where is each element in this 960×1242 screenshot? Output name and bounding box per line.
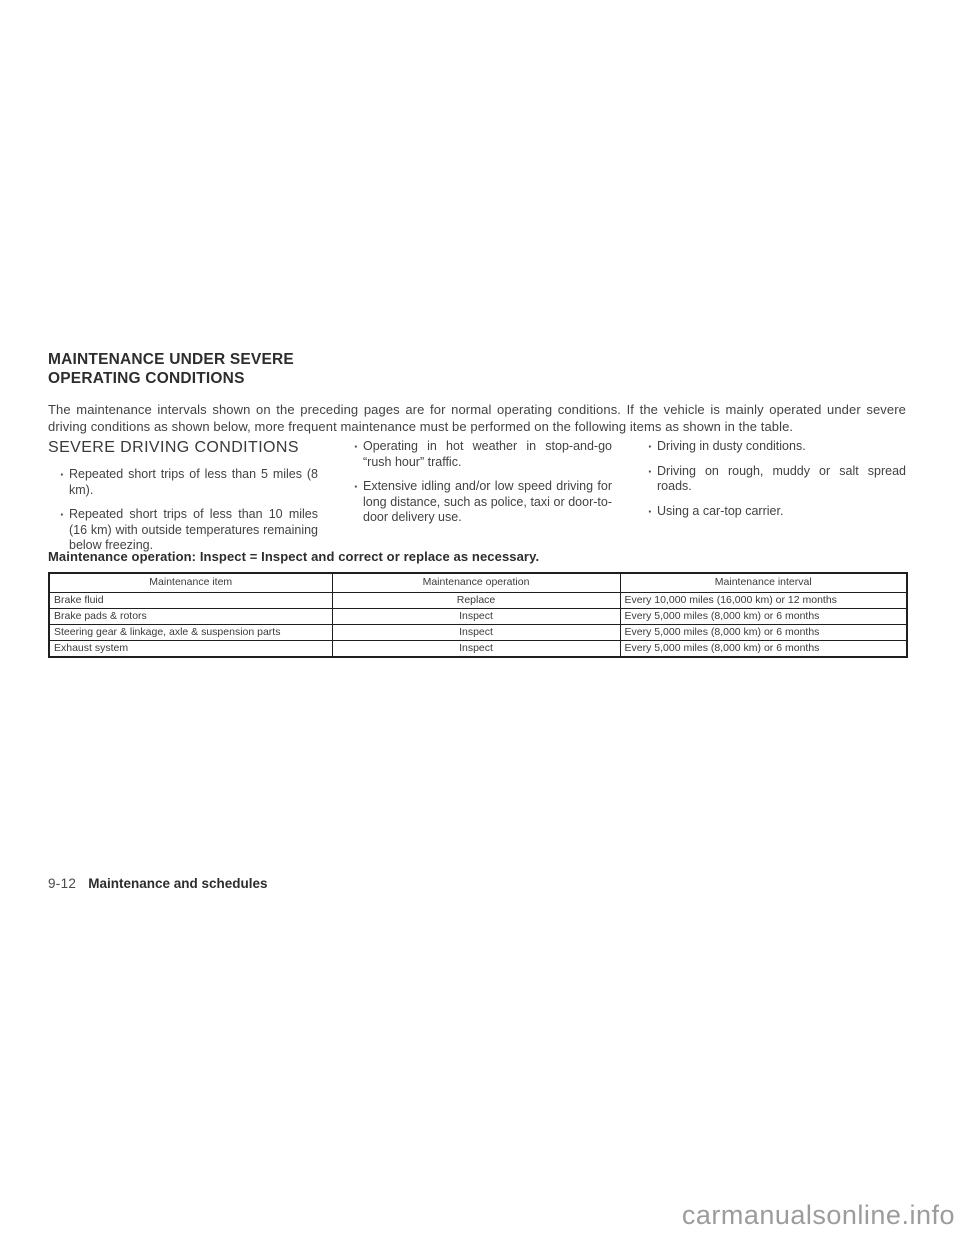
list-item <box>636 464 906 495</box>
bullet-marker: · <box>648 439 653 454</box>
bullet-text: Repeated short trips of less than 10 miles (16 km) with outside temperatures remaining below freezing. <box>69 507 318 552</box>
list-item <box>48 507 318 554</box>
cell-item: Brake fluid <box>49 592 332 608</box>
bullet-marker: · <box>354 439 359 454</box>
list-item <box>342 439 612 470</box>
page-heading-line1: MAINTENANCE UNDER SEVERE <box>48 351 294 368</box>
severe-column-2 <box>342 439 612 563</box>
bullet-text: Driving in dusty conditions. <box>657 439 806 453</box>
list-item <box>48 467 318 498</box>
bullet-marker: · <box>648 463 653 479</box>
cell-item: Steering gear & linkage, axle & suspension parts <box>49 624 332 640</box>
list-item <box>636 439 906 455</box>
cell-interval: Every 5,000 miles (8,000 km) or 6 months <box>620 640 907 657</box>
header-maintenance-interval: Maintenance interval <box>620 573 907 592</box>
bullet-marker: · <box>60 467 65 482</box>
header-maintenance-operation: Maintenance operation <box>332 573 620 592</box>
section-title: SEVERE DRIVING CONDITIONS <box>48 439 299 456</box>
table-row <box>49 640 907 657</box>
list-item <box>636 504 906 520</box>
intro-paragraph: The maintenance intervals shown on the preceding pages are for normal operating conditions. If the vehicle is mainly operated under severe driving conditions as shown below, more frequent maintenance must be performed on the following items as shown in the table. <box>48 402 906 434</box>
cell-item: Brake pads & rotors <box>49 608 332 624</box>
header-maintenance-item: Maintenance item <box>49 573 332 592</box>
bullet-text: Repeated short trips of less than 5 miles (8 km). <box>69 467 318 497</box>
page-heading <box>48 350 294 388</box>
cell-operation: Replace <box>332 592 620 608</box>
table-row <box>49 608 907 624</box>
maintenance-table <box>48 572 908 658</box>
table-row <box>49 592 907 608</box>
table-row <box>49 624 907 640</box>
footer-section-title: Maintenance and schedules <box>88 876 268 891</box>
page-number: 9-12 <box>48 876 77 891</box>
cell-interval: Every 5,000 miles (8,000 km) or 6 months <box>620 624 907 640</box>
maintenance-note: Maintenance operation: Inspect = Inspect and correct or replace as necessary. <box>48 549 540 564</box>
cell-interval: Every 10,000 miles (16,000 km) or 12 months <box>620 592 907 608</box>
bullet-marker: · <box>648 503 653 519</box>
bullet-text: Using a car-top carrier. <box>657 503 784 518</box>
list-item <box>342 479 612 526</box>
page-heading-line2: OPERATING CONDITIONS <box>48 370 245 387</box>
bullet-text: Driving on rough, muddy or salt spread roads. <box>657 463 906 493</box>
severe-driving-section <box>48 439 906 563</box>
cell-item: Exhaust system <box>49 640 332 657</box>
watermark-text: carmanualsonline.info <box>681 1200 955 1230</box>
page-footer <box>48 876 268 891</box>
cell-operation: Inspect <box>332 624 620 640</box>
cell-operation: Inspect <box>332 608 620 624</box>
bullet-marker: · <box>60 507 65 522</box>
severe-column-1 <box>48 439 318 563</box>
cell-operation: Inspect <box>332 640 620 657</box>
cell-interval: Every 5,000 miles (8,000 km) or 6 months <box>620 608 907 624</box>
bullet-text: Operating in hot weather in stop-and-go “rush hour” traffic. <box>363 439 612 469</box>
severe-column-3 <box>636 439 906 563</box>
bullet-text: Extensive idling and/or low speed driving for long distance, such as police, taxi or door-to-door delivery use. <box>363 479 612 524</box>
table-header-row <box>49 573 907 592</box>
bullet-marker: · <box>354 479 359 494</box>
